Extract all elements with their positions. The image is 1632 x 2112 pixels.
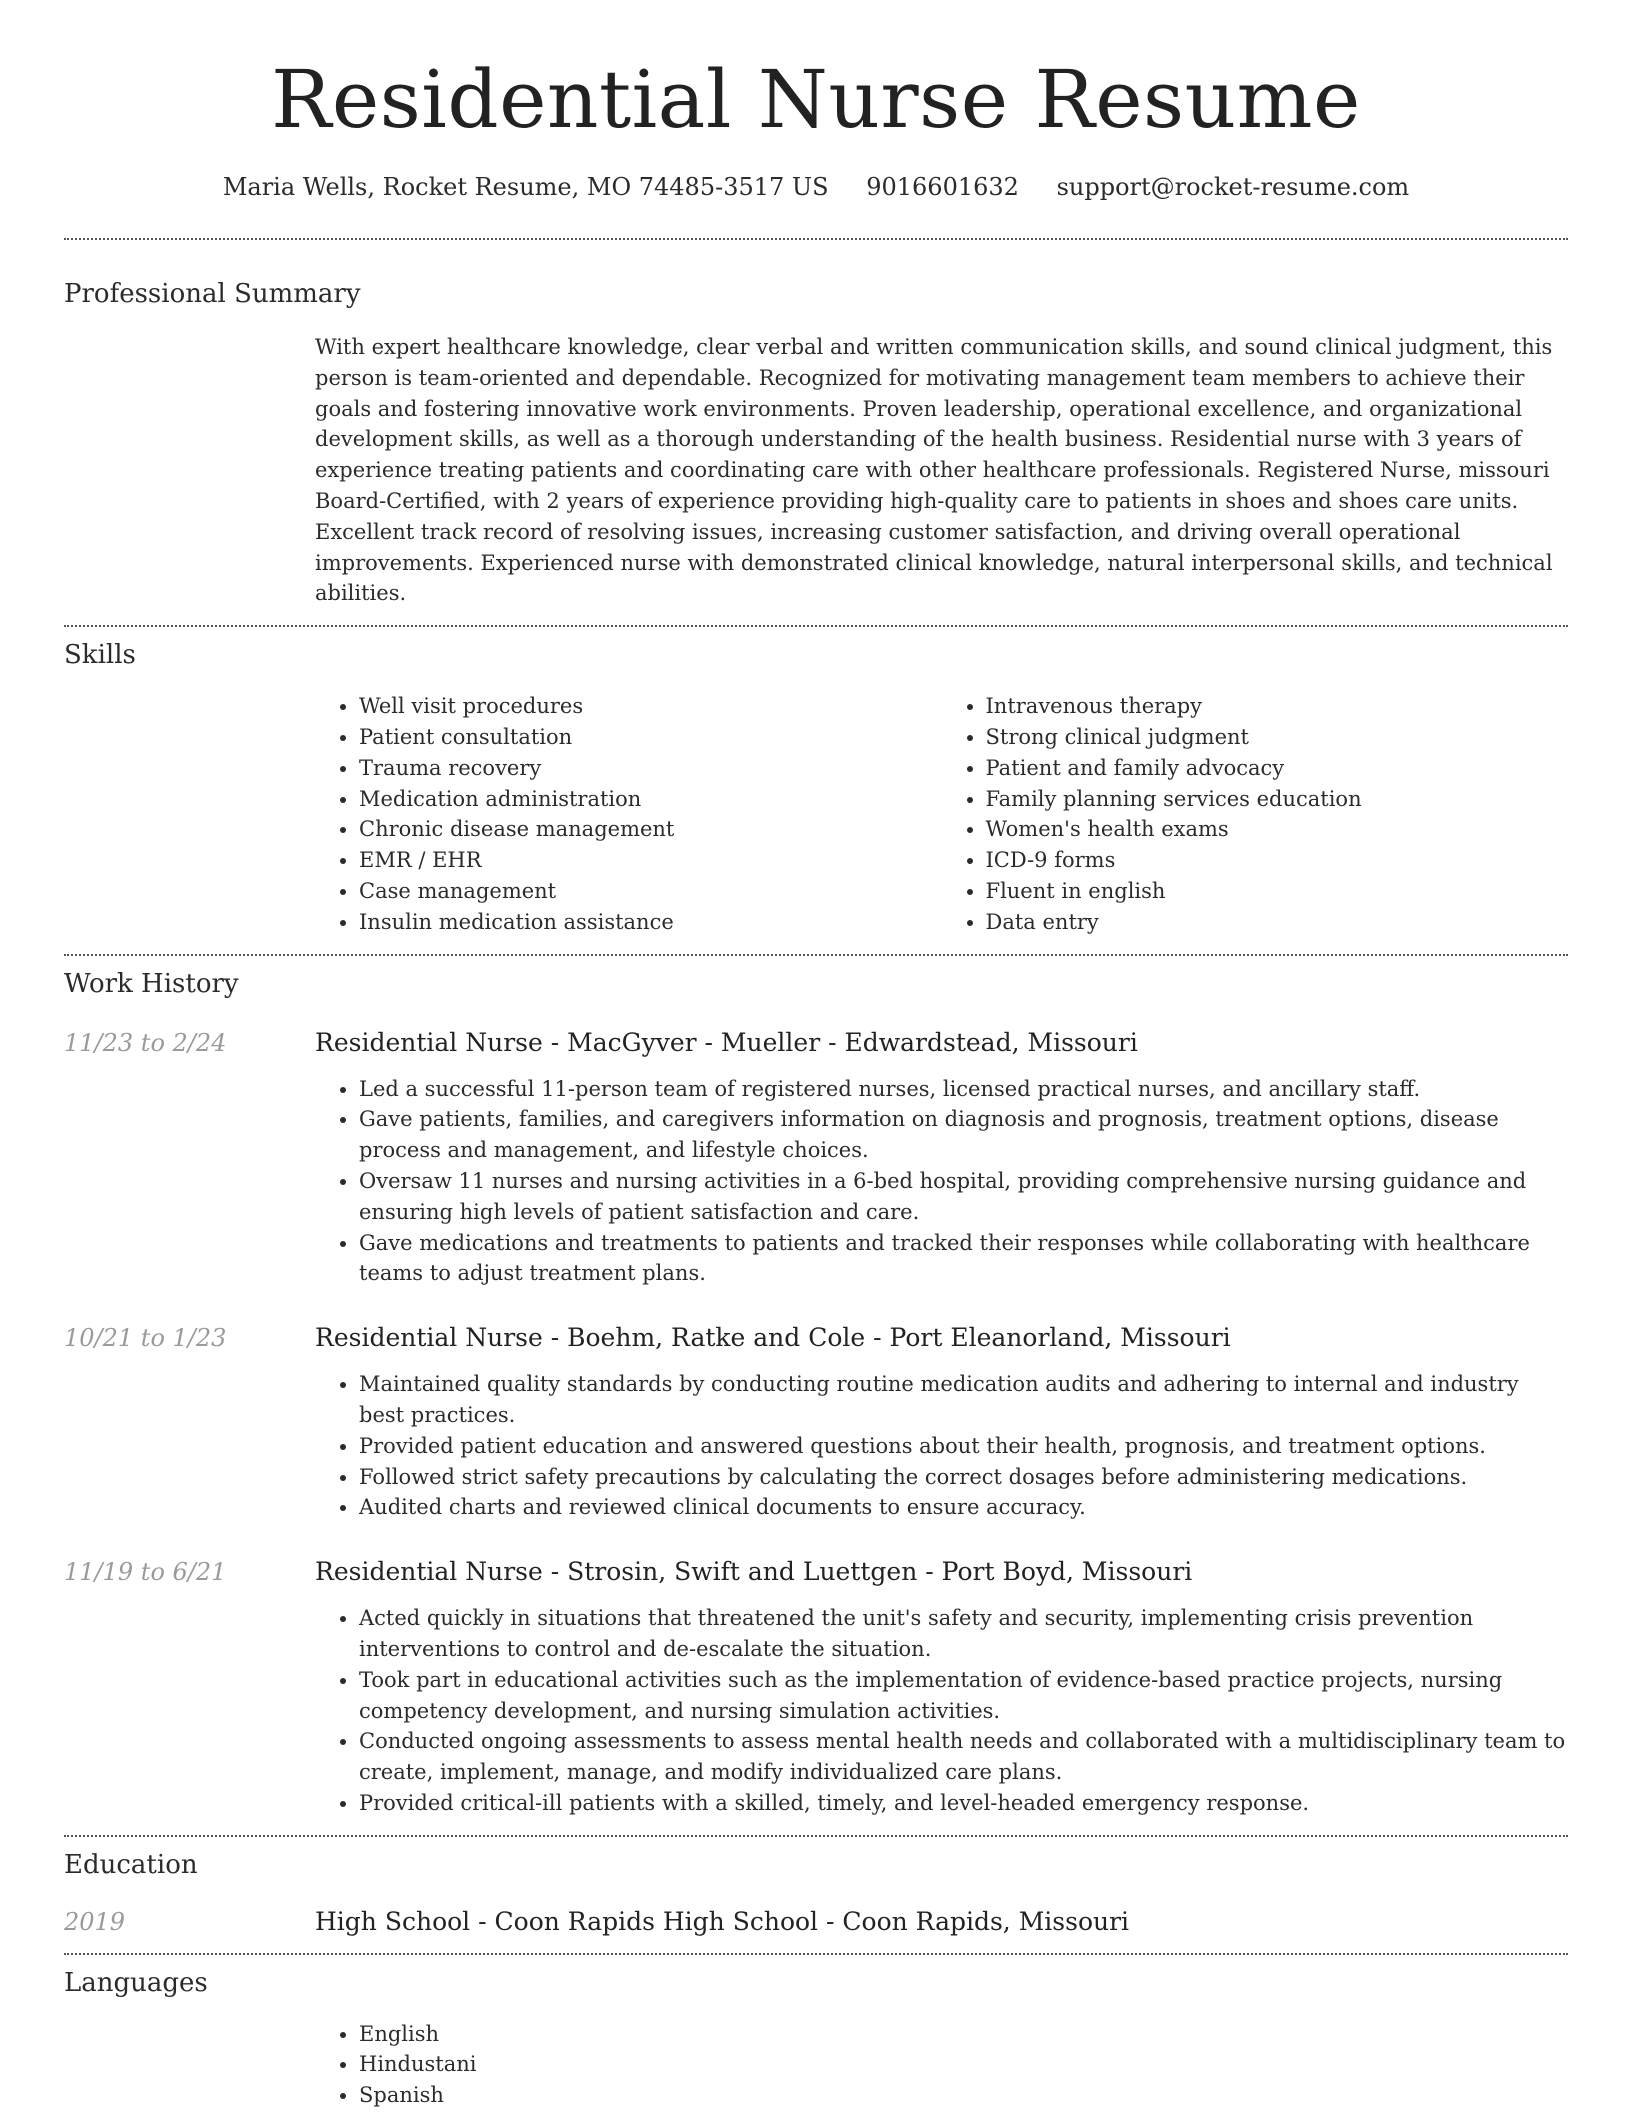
job-header [64, 1026, 1568, 1060]
job-bullet: • Gave medications and treatments to patients and tracked their responses while collaborating with healthcare teams to adjust treatment plans. [359, 1228, 1568, 1290]
job-bullets [315, 1074, 1568, 1290]
job-entry [64, 1321, 1568, 1523]
skill-item: • Chronic disease management [359, 814, 942, 845]
languages-content [315, 2019, 1568, 2111]
languages-section [64, 1965, 1568, 2111]
job-bullet: • Took part in educational activities such as the implementation of evidence-based practice projects, nursing competency development, and nursing simulation activities. [359, 1665, 1568, 1727]
skill-item: • ICD-9 forms [986, 845, 1569, 876]
job-bullet: • Followed strict safety precautions by calculating the correct dosages before administering medications. [359, 1462, 1568, 1493]
skill-item: • Medication administration [359, 784, 942, 815]
resume-page [64, 0, 1568, 2111]
job-details [315, 1603, 1568, 1819]
job-bullet: • Gave patients, families, and caregivers information on diagnosis and prognosis, treatment options, disease process and management, and lifestyle choices. [359, 1104, 1568, 1166]
summary-text: With expert healthcare knowledge, clear verbal and written communication skills, and sound clinical judgment, this person is team-oriented and dependable. Recognized for motivating management team members to achieve their goals and fostering innovative work environments. Proven leadership, operational excellence, and organizational development skills, as well as a thorough understanding of the health business. Residential nurse with 3 years of experience treating patients and coordinating care with other healthcare professionals. Registered Nurse, missouri Board-Certified, with 2 years of experience providing high-quality care to patients in shoes and shoes care units. Excellent track record of resolving issues, increasing customer satisfaction, and driving overall operational improvements. Experienced nurse with demonstrated clinical knowledge, natural interpersonal skills, and technical abilities. [315, 335, 1553, 606]
skills-section [64, 637, 1568, 937]
job-entry [64, 1555, 1568, 1819]
job-bullet: • Conducted ongoing assessments to assess mental health needs and collaborated with a multidisciplinary team to create, implement, manage, and modify individualized care plans. [359, 1726, 1568, 1788]
job-bullets [315, 1603, 1568, 1819]
resume-title: Residential Nurse Resume [271, 53, 1361, 146]
job-title: Residential Nurse - MacGyver - Mueller - Edwardstead, Missouri [315, 1027, 1138, 1057]
skill-item: • Insulin medication assistance [359, 907, 942, 938]
job-title: Residential Nurse - Boehm, Ratke and Cole - Port Eleanorland, Missouri [315, 1323, 1231, 1353]
skill-item: • Strong clinical judgment [986, 722, 1569, 753]
skill-item: • EMR / EHR [359, 845, 942, 876]
skill-item: • Case management [359, 876, 942, 907]
language-item: • Spanish [359, 2080, 1568, 2111]
section-title-work: Work History [64, 968, 239, 999]
job-details [315, 1369, 1568, 1523]
skill-item: • Data entry [986, 907, 1569, 938]
contact-address: Maria Wells, Rocket Resume, MO 74485-3517 US [222, 173, 829, 201]
summary-section [64, 276, 1568, 609]
divider [64, 1953, 1568, 1955]
summary-content [315, 332, 1568, 609]
skill-item: • Patient and family advocacy [986, 753, 1569, 784]
education-entry [64, 1905, 1568, 1939]
job-dates: 11/23 to 2/24 [64, 1028, 227, 1057]
skill-item: • Well visit procedures [359, 691, 942, 722]
language-item: • English [359, 2019, 1568, 2050]
job-dates: 11/19 to 6/21 [64, 1558, 227, 1587]
job-bullet: • Maintained quality standards by conducting routine medication audits and adhering to internal and industry best practices. [359, 1369, 1568, 1431]
section-title-languages: Languages [64, 1967, 208, 1998]
section-title-education: Education [64, 1849, 198, 1880]
section-title-summary: Professional Summary [64, 279, 361, 309]
skill-item: • Intravenous therapy [986, 691, 1569, 722]
job-bullet: • Oversaw 11 nurses and nursing activities in a 6-bed hospital, providing comprehensive nursing guidance and ensuring high levels of patient satisfaction and care. [359, 1166, 1568, 1228]
skill-item: • Trauma recovery [359, 753, 942, 784]
job-header [64, 1321, 1568, 1355]
divider [64, 625, 1568, 627]
skills-list-right [942, 691, 1569, 937]
job-bullet: • Acted quickly in situations that threatened the unit's safety and security, implementing crisis prevention interventions to control and de-escalate the situation. [359, 1603, 1568, 1665]
job-details [315, 1074, 1568, 1290]
job-bullet: • Led a successful 11-person team of registered nurses, licensed practical nurses, and ancillary staff. [359, 1074, 1568, 1105]
languages-list [315, 2019, 1568, 2111]
skill-item: • Women's health exams [986, 814, 1569, 845]
education-section [64, 1847, 1568, 1939]
job-header [64, 1555, 1568, 1589]
divider [64, 1835, 1568, 1837]
education-title: High School - Coon Rapids High School - Coon Rapids, Missouri [315, 1906, 1130, 1936]
job-bullets [315, 1369, 1568, 1523]
contact-line [64, 170, 1568, 204]
contact-email: support@rocket-resume.com [1056, 173, 1410, 201]
divider [64, 238, 1568, 240]
section-title-skills: Skills [64, 640, 136, 671]
job-bullet: • Provided patient education and answered questions about their health, prognosis, and treatment options. [359, 1431, 1568, 1462]
job-bullet: • Audited charts and reviewed clinical documents to ensure accuracy. [359, 1492, 1568, 1523]
contact-phone: 9016601632 [866, 173, 1019, 201]
education-year: 2019 [64, 1907, 126, 1936]
skills-columns [315, 691, 1568, 937]
skill-item: • Patient consultation [359, 722, 942, 753]
job-dates: 10/21 to 1/23 [64, 1324, 227, 1353]
skill-item: • Fluent in english [986, 876, 1569, 907]
skills-list-left [315, 691, 942, 937]
work-section [64, 966, 1568, 1819]
job-title: Residential Nurse - Strosin, Swift and Luettgen - Port Boyd, Missouri [315, 1557, 1193, 1587]
divider [64, 954, 1568, 956]
skill-item: • Family planning services education [986, 784, 1569, 815]
language-item: • Hindustani [359, 2049, 1568, 2080]
job-entry [64, 1026, 1568, 1290]
job-bullet: • Provided critical-ill patients with a skilled, timely, and level-headed emergency response. [359, 1788, 1568, 1819]
